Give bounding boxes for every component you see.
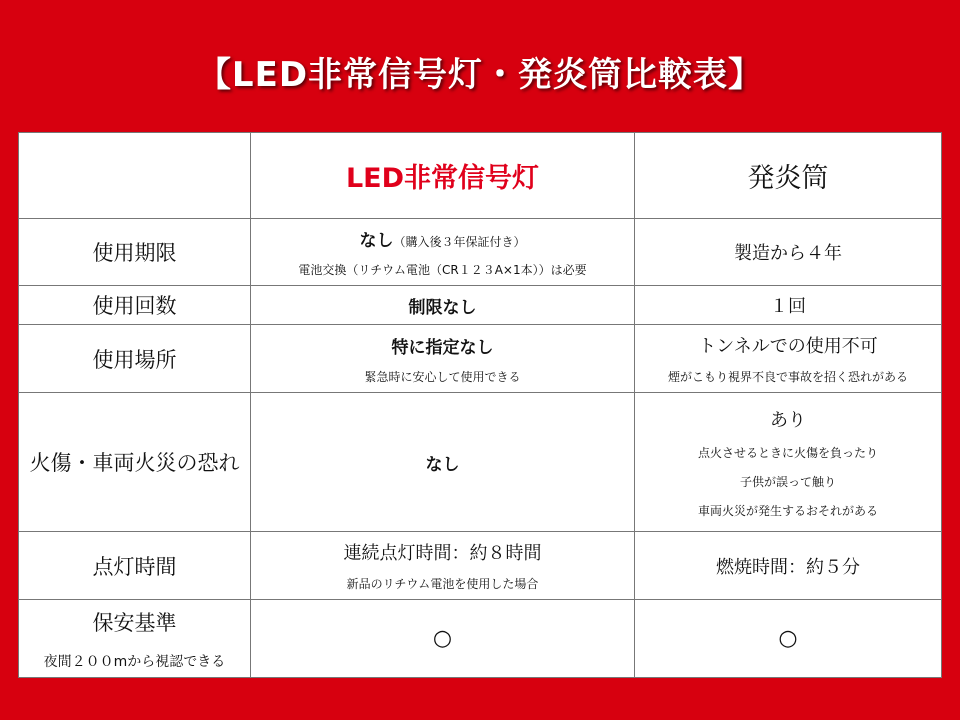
table-row-expiry xyxy=(19,219,942,286)
row-label-text: 使用回数 xyxy=(92,294,177,318)
led-sub-text: 緊急時に安心して使用できる xyxy=(364,369,521,384)
led-cell xyxy=(251,532,635,600)
led-main-note: （購入後３年保証付き） xyxy=(393,235,526,249)
led-main-text: なし xyxy=(359,231,394,251)
flare-cell xyxy=(635,219,942,286)
row-label-text: 保安基準 xyxy=(92,610,177,635)
led-cell xyxy=(251,286,635,325)
flare-sub-line: 子供が誤って触り xyxy=(739,474,836,489)
flare-sub-line: 車両火災が発生するおそれがある xyxy=(697,503,878,518)
table-row-usage-count xyxy=(19,286,942,325)
led-sub-text: 電池交換（リチウム電池（CR１２３A×1本））は必要 xyxy=(298,263,587,277)
page-title: 【LED非常信号灯・発炎筒比較表】 xyxy=(196,55,764,95)
led-main-text: 特に指定なし xyxy=(391,337,494,358)
circle-mark: ○ xyxy=(778,626,798,651)
row-label-text: 点灯時間 xyxy=(92,554,177,579)
header-led-cell xyxy=(251,133,635,219)
table-row-usage-place xyxy=(19,325,942,393)
header-flare-cell xyxy=(635,133,942,219)
flare-sub-text: 煙がこもり視界不良で事故を招く恐れがある xyxy=(667,370,908,384)
flare-cell xyxy=(635,325,942,393)
led-cell xyxy=(251,219,635,286)
flare-main-text: 燃焼時間：約５分 xyxy=(716,556,860,578)
row-label xyxy=(19,219,251,286)
led-cell xyxy=(251,600,635,678)
flare-main-text: １回 xyxy=(770,296,806,317)
led-sub-text: 新品のリチウム電池を使用した場合 xyxy=(346,577,539,591)
led-main-text: 制限なし xyxy=(408,297,477,318)
flare-cell xyxy=(635,393,942,532)
circle-mark: ○ xyxy=(432,626,453,651)
led-cell xyxy=(251,325,635,393)
flare-main-text: トンネルでの使用不可 xyxy=(698,336,878,357)
flare-main-text: あり xyxy=(770,409,806,431)
row-label-text: 使用期限 xyxy=(92,241,177,265)
table-row-burn-risk xyxy=(19,393,942,532)
header-flare-label: 発炎筒 xyxy=(747,163,829,194)
comparison-table xyxy=(18,132,941,677)
flare-sub-line: 点火させるときに火傷を負ったり xyxy=(697,445,878,460)
led-main-text: 連続点灯時間：約８時間 xyxy=(343,543,542,564)
header-led-label: LED非常信号灯 xyxy=(345,163,540,194)
flare-cell xyxy=(635,600,942,678)
row-label xyxy=(19,325,251,393)
table-row-safety-standard xyxy=(19,600,942,678)
row-label xyxy=(19,286,251,325)
led-main-text: なし xyxy=(425,454,460,475)
flare-main-text: 製造から４年 xyxy=(734,243,842,264)
led-cell xyxy=(251,393,635,532)
row-label-text: 火傷・車両火災の恐れ xyxy=(29,451,240,475)
row-label-sub: 夜間２００mから視認できる xyxy=(43,653,226,670)
row-label xyxy=(19,393,251,532)
table-header-row xyxy=(19,133,942,219)
header-corner-cell xyxy=(19,133,251,219)
row-label-text: 使用場所 xyxy=(92,347,177,372)
row-label xyxy=(19,532,251,600)
flare-cell xyxy=(635,532,942,600)
row-label xyxy=(19,600,251,678)
flare-cell xyxy=(635,286,942,325)
table-row-light-time xyxy=(19,532,942,600)
